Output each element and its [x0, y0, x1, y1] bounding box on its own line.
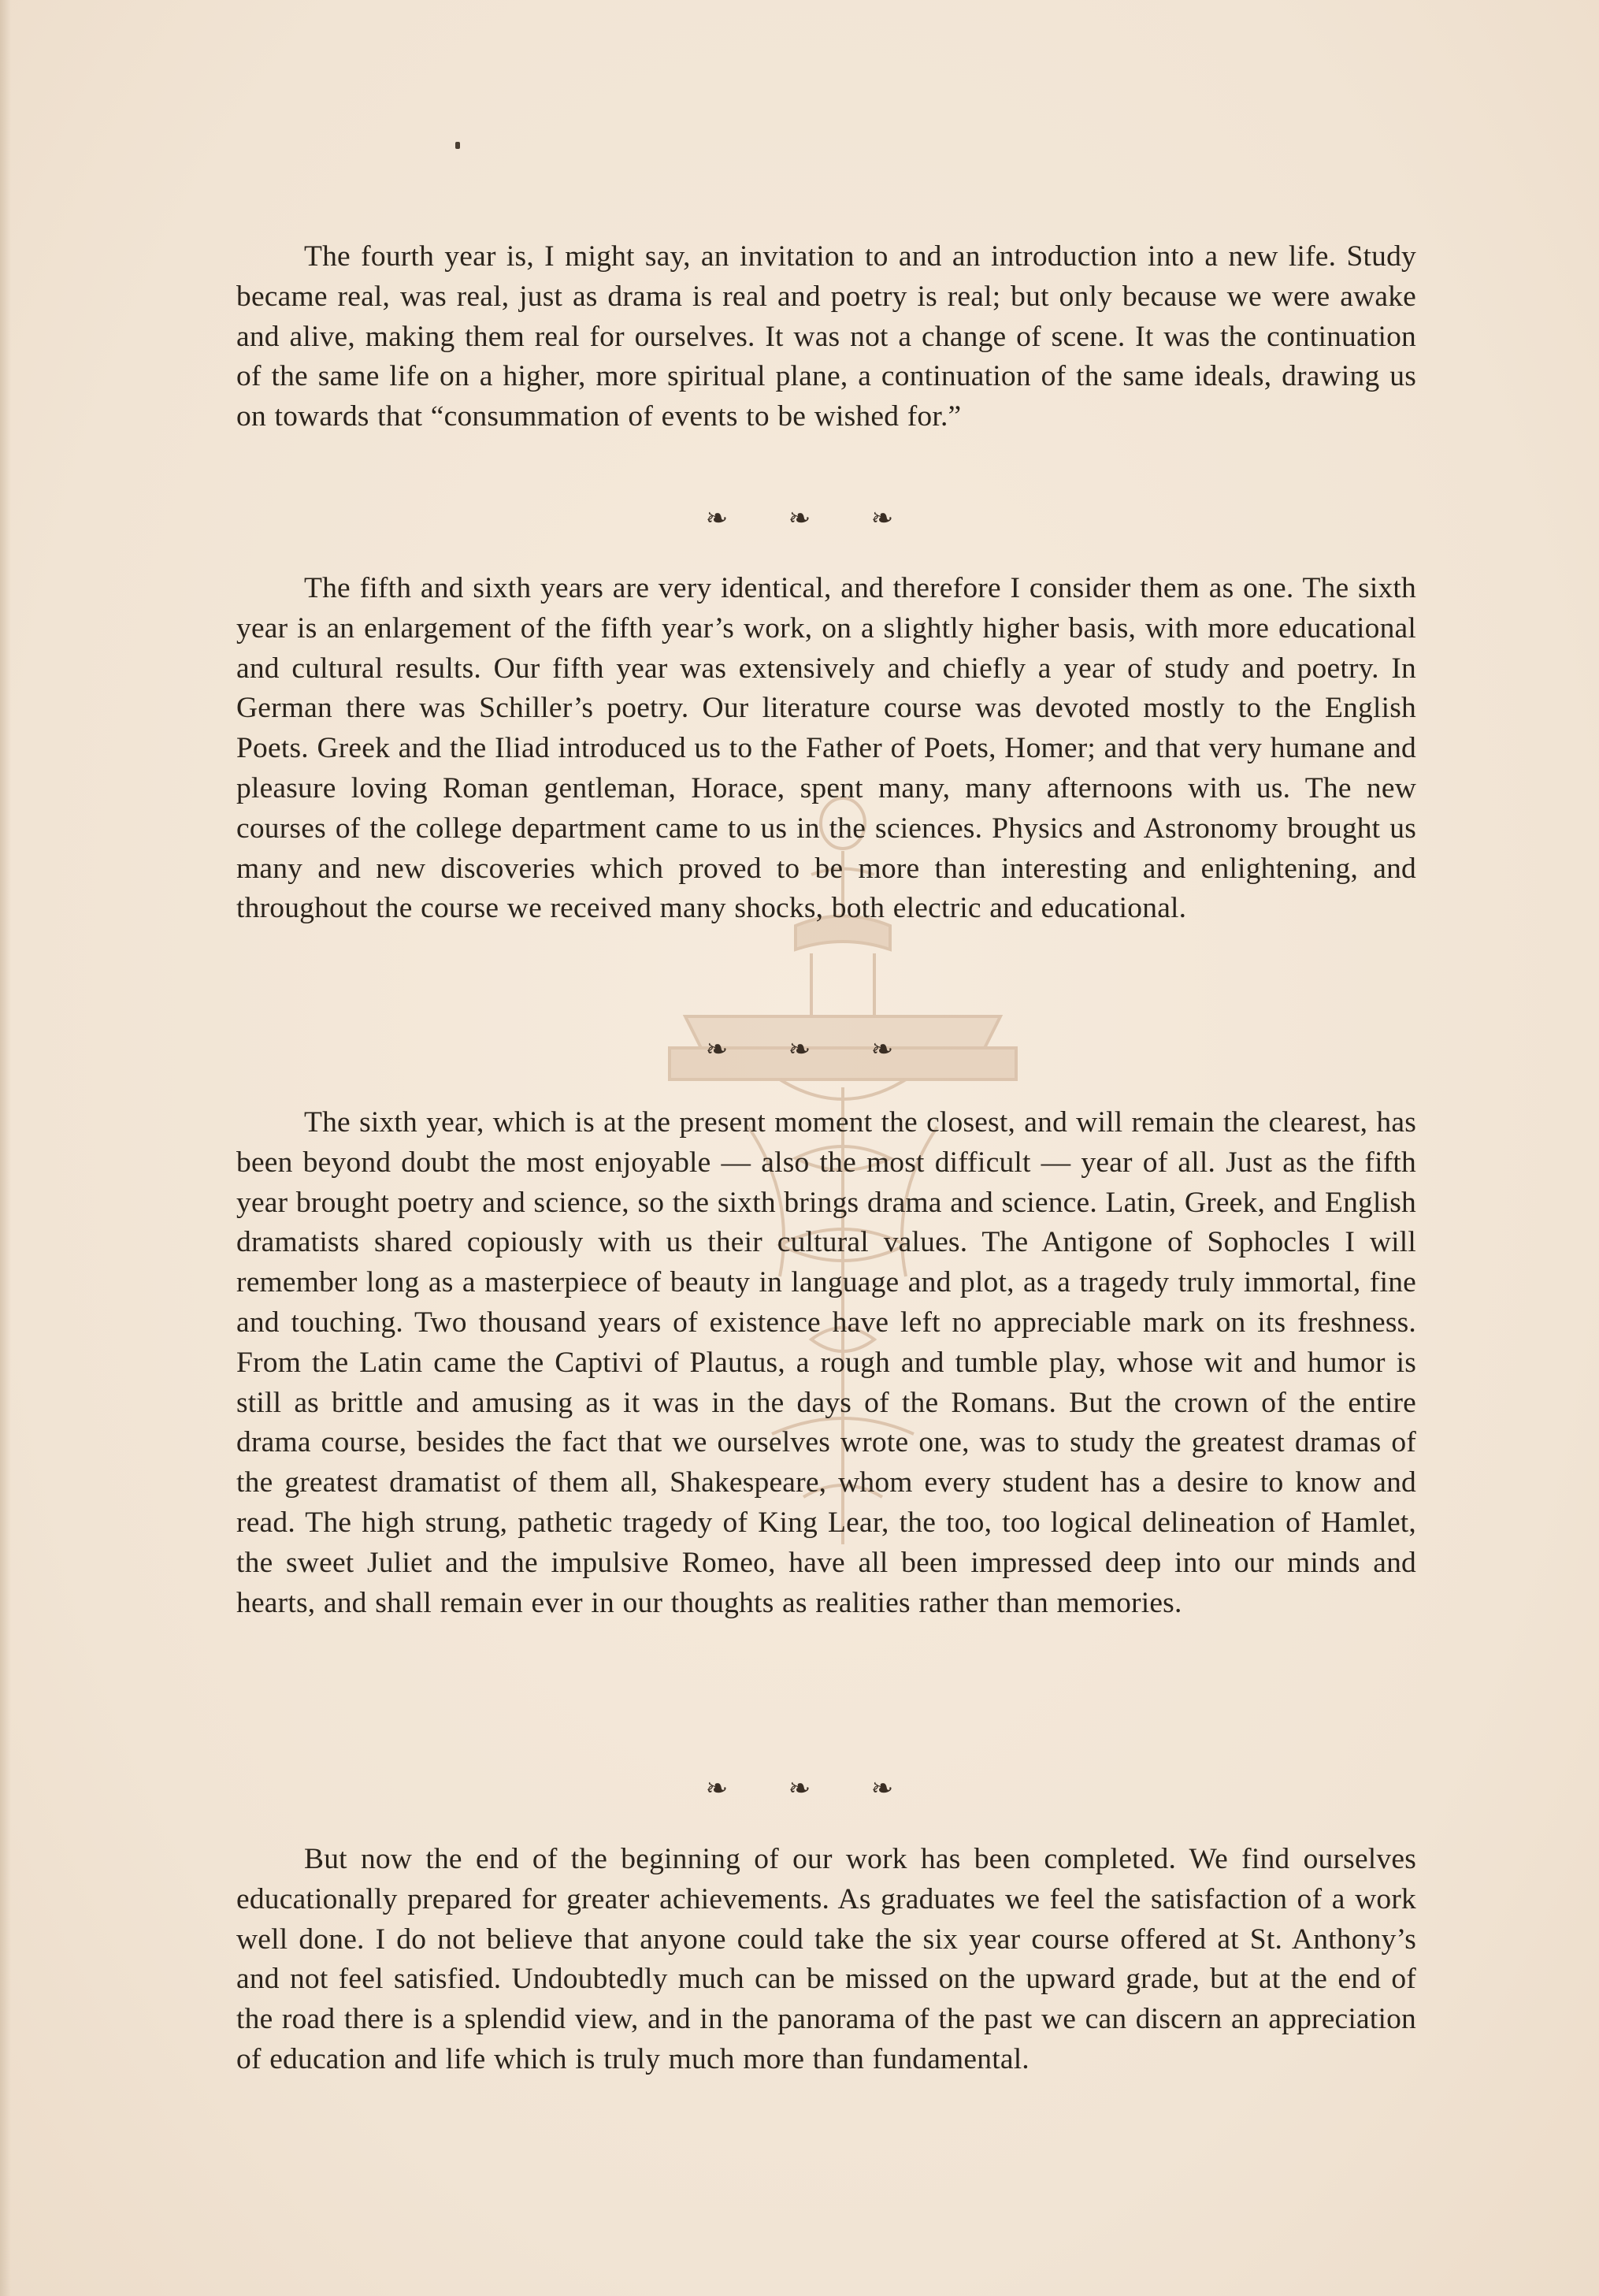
paragraph-fourth-year: The fourth year is, I might say, an invitation to and an introduction into a new life. Study became real, was real, just as drama is real and poetry is real; but only because we were awake and alive, making them real for ourselves. It was not a change of scene. It was the continuation of the same life on a higher, more spiritual plane, a continuation of the same ideals, drawing us on towards that “consummation of events to be wished for.” [236, 240, 1416, 433]
paragraph-fifth-sixth-years: The fifth and sixth years are very identical, and therefore I consider them as one. The sixth year is an enlargement of the fifth year’s work, on a slightly higher basis, with more educational and cultural results. Our fifth year was extensively and chiefly a year of study and poetry. In German there was Schiller’s poetry. Our literature course was devoted mostly to the English Poets. Greek and the Iliad introduced us to the Father of Poets, Homer; and that very humane and pleasure loving Roman gentleman, Horace, spent many, many afternoons with us. The new courses of the college department came to us in the sciences. Physics and Astronomy brought us many and new discoveries which proved to be more than interesting and enlightening, and throughout the course we received many shocks, both electric and educational. [236, 572, 1416, 925]
ornament-divider-1: ❧ ❧ ❧ [705, 504, 921, 533]
paragraph-sixth-year: The sixth year, which is at the present moment the closest, and will remain the clearest, has been beyond doubt the most enjoyable — also the most difficult — year of all. Just as the fifth year brought poetry and science, so the sixth brings drama and science. Latin, Greek, and English dramatists shared copiously with us their cultural values. The Antigone of Sophocles I will remember long as a masterpiece of beauty in language and plot, as a tragedy truly immortal, fine and touching. Two thousand years of existence have left no appreciable mark on its freshness. From the Latin came the Captivi of Plautus, a rough and tumble play, whose wit and humor is still as brittle and amusing as it was in the days of the Romans. But the crown of the entire drama course, besides the fact that we ourselves wrote one, was to study the greatest dramas of the greatest dramatist of them all, Shakespeare, whom every student has a desire to know and read. The high strung, pathetic tragedy of King Lear, the too, too logical delineation of Hamlet, the sweet Juliet and the impulsive Romeo, have all been impressed deep into our minds and hearts, and shall remain ever in our thoughts as realities rather than memories. [236, 1106, 1416, 1619]
page-edge [0, 0, 11, 2296]
ink-speck [455, 142, 460, 149]
ornament-divider-3: ❧ ❧ ❧ [705, 1774, 921, 1804]
paragraph-conclusion: But now the end of the beginning of our work has been completed. We find ourselves educationally prepared for greater achievements. As graduates we feel the satisfaction of a work well done. I do not believe that anyone could take the six year course offered at St. Anthony’s and not feel satisfied. Undoubtedly much can be missed on the upward grade, but at the end of the road there is a splendid view, and in the panorama of the past we can discern an appreciation of education and life which is truly much more than fundamental. [236, 1843, 1416, 2075]
ornament-divider-2: ❧ ❧ ❧ [705, 1035, 921, 1064]
